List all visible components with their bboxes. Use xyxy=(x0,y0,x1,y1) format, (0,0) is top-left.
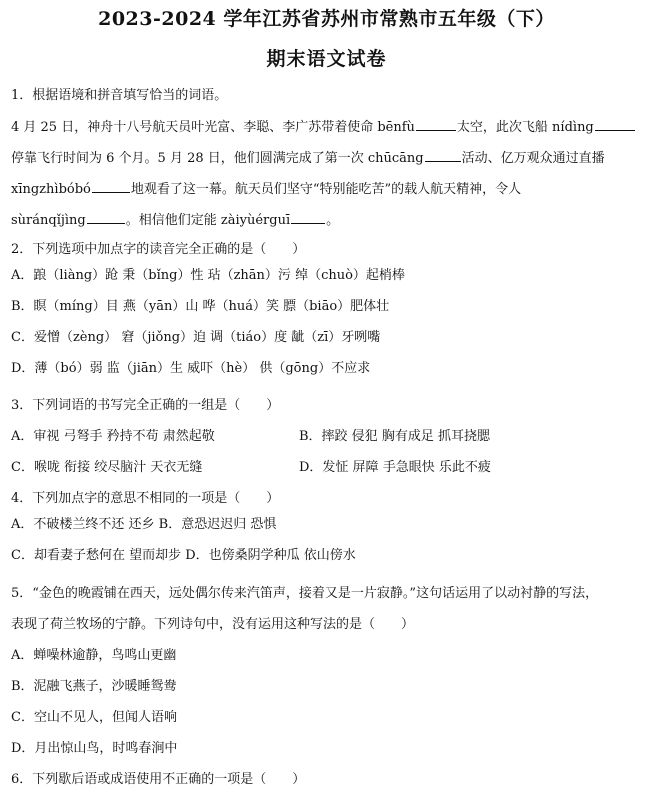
q5-stem-line-2: 表现了荷兰牧场的宁静。下列诗句中，没有运用这种写法的是（ ） xyxy=(11,617,415,632)
q1-text: 4 月 25 日，神舟十八号航天员叶光富、李聪、李广苏带着使命 bēnfù xyxy=(11,120,415,135)
q2-option-c[interactable]: C．爱憎（zèng） 窘（jiǒng）迫 调（tiáo）度 龇（zī）牙咧嘴 xyxy=(11,330,381,345)
answer-blank[interactable] xyxy=(291,211,325,224)
q3-option-d[interactable]: D．发怔 屏障 手急眼快 乐此不疲 xyxy=(299,460,491,475)
q3-row-2 xyxy=(11,459,645,477)
q1-text: sùránqǐjìng xyxy=(11,213,86,228)
q2-option-d[interactable]: D．薄（bó）弱 监（jiān）生 威吓（hè） 供（gōng）不应求 xyxy=(11,361,371,376)
q1-line-3 xyxy=(11,180,645,199)
q2-option-b[interactable]: B．瞑（míng）目 燕（yān）山 哗（huá）笑 膘（biāo）肥体壮 xyxy=(11,299,390,314)
q2-option-a[interactable]: A．踉（liàng）跄 秉（bǐng）性 玷（zhān）污 绰（chuò）起梢棒 xyxy=(11,268,405,283)
answer-blank[interactable] xyxy=(92,180,130,193)
q1-text: 。相信他们定能 zàiyùérguī xyxy=(125,213,291,228)
answer-blank[interactable] xyxy=(595,118,635,131)
q5-option-c[interactable]: C．空山不见人，但闻人语响 xyxy=(11,710,177,725)
q3-option-c[interactable]: C．喉咙 衔接 绞尽脑汁 天衣无缝 xyxy=(11,460,203,475)
q1-text: 活动、亿万观众通过直播 xyxy=(461,151,605,166)
answer-blank[interactable] xyxy=(425,149,461,162)
q1-text: 太空，此次飞船 nídìng xyxy=(456,120,594,135)
q5-option-a[interactable]: A．蝉噪林逾静，鸟鸣山更幽 xyxy=(11,648,177,663)
q1-text: 地观看了这一幕。航天员们坚守“特别能吃苦”的载人航天精神，令人 xyxy=(130,182,522,197)
q4-options-cd[interactable]: C．却看妻子愁何在 望而却步 D．也傍桑阴学种瓜 依山傍水 xyxy=(11,548,356,563)
page-title: 2023-2024 学年江苏省苏州市常熟市五年级（下） xyxy=(98,8,555,30)
answer-blank[interactable] xyxy=(87,211,125,224)
q1-text: 。 xyxy=(326,213,340,228)
q1-line-2 xyxy=(11,149,645,168)
q1-line-4 xyxy=(11,211,645,230)
q5-option-b[interactable]: B．泥融飞燕子，沙暖睡鸳鸯 xyxy=(11,679,177,694)
q2-stem: 2．下列选项中加点字的读音完全正确的是（ ） xyxy=(11,242,306,257)
q5-stem-line-1: 5．“金色的晚霞铺在西天，远处偶尔传来汽笛声，接着又是一片寂静。”这句话运用了以动衬静的写法， xyxy=(11,586,599,601)
q3-option-b[interactable]: B．摔跤 侵犯 胸有成足 抓耳挠腮 xyxy=(299,429,490,444)
q1-text: xīngzhìbóbó xyxy=(11,182,91,197)
q1-text: 停靠飞行时间为 6 个月。5 月 28 日，他们圆满完成了第一次 chūcāng xyxy=(11,151,424,166)
q3-row-1 xyxy=(11,428,645,446)
page-subtitle: 期末语文试卷 xyxy=(266,48,387,70)
q3-stem: 3．下列词语的书写完全正确的一组是（ ） xyxy=(11,398,280,413)
q3-option-a[interactable]: A．审视 弓弩手 矜持不苟 肃然起敬 xyxy=(11,429,215,444)
q1-line-1 xyxy=(11,118,645,137)
q5-option-d[interactable]: D．月出惊山鸟，时鸣春涧中 xyxy=(11,741,178,756)
q6-stem: 6．下列歇后语或成语使用不正确的一项是（ ） xyxy=(11,772,306,787)
q4-stem: 4．下列加点字的意思不相同的一项是（ ） xyxy=(11,491,280,506)
answer-blank[interactable] xyxy=(416,118,456,131)
q1-stem: 1．根据语境和拼音填写恰当的词语。 xyxy=(11,88,228,103)
q4-options-ab[interactable]: A．不破楼兰终不还 还乡 B．意恐迟迟归 恐惧 xyxy=(11,517,277,532)
